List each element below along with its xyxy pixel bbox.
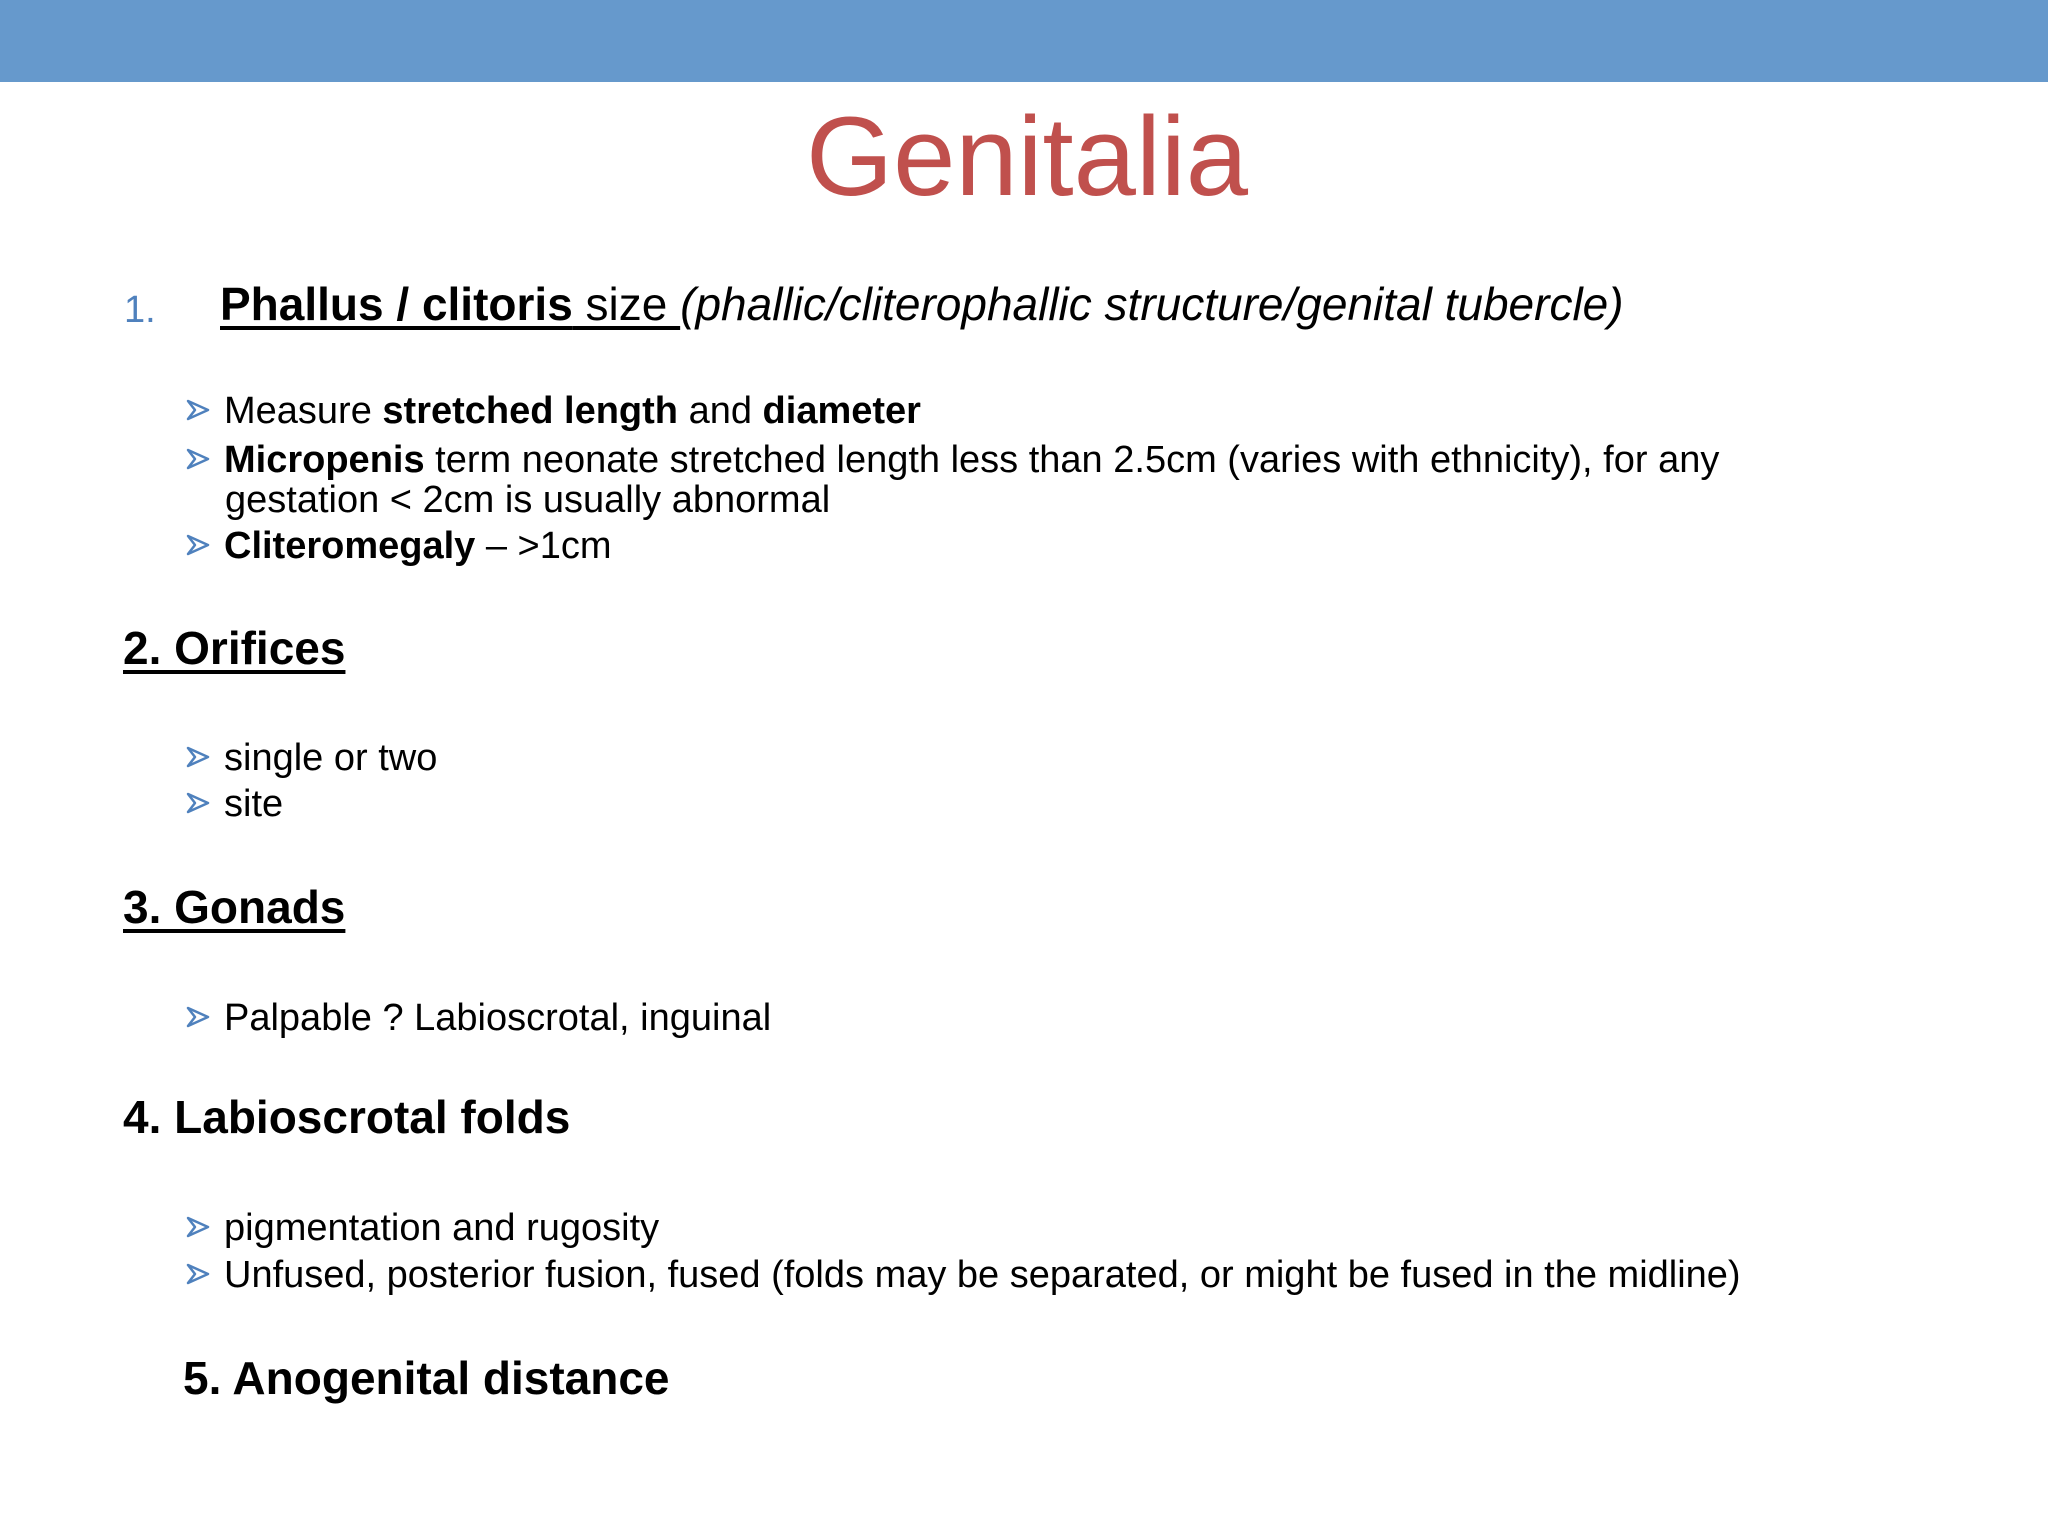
section2-heading: 2. Orifices [123, 622, 346, 674]
section1-heading-italic: (phallic/cliterophallic structure/genital tubercle) [680, 278, 1624, 330]
slide-title [0, 92, 2048, 222]
section1-number: 1. [124, 289, 156, 331]
arrow-bullet-icon [184, 1260, 212, 1288]
arrow-bullet-icon [184, 1213, 212, 1241]
bullet-text: single or two [224, 737, 438, 779]
list-item [184, 782, 283, 826]
arrow-bullet-icon [184, 789, 212, 817]
arrow-bullet-icon [184, 445, 212, 473]
bullet-bold: diameter [762, 390, 921, 432]
bullet-text: – >1cm [475, 525, 612, 567]
arrow-bullet-icon [184, 396, 212, 424]
list-item [184, 996, 771, 1040]
slide-title-text: Genitalia [805, 94, 1249, 219]
section1-heading-bold: Phallus / clitoris [220, 278, 573, 330]
section4-heading: 4. Labioscrotal folds [123, 1091, 571, 1143]
arrow-bullet-icon [184, 1003, 212, 1031]
list-item [184, 1253, 1741, 1297]
section5-heading: 5. Anogenital distance [183, 1352, 670, 1404]
arrow-bullet-icon [184, 743, 212, 771]
list-item [184, 389, 921, 433]
bullet-text: term neonate stretched length less than 2.5cm (varies with ethnicity), for any [424, 439, 1720, 481]
arrow-bullet-icon [184, 531, 212, 559]
list-item [184, 524, 612, 568]
bullet-text: pigmentation and rugosity [224, 1207, 660, 1249]
bullet-bold: Cliteromegaly [224, 525, 476, 567]
bullet-text: Measure [224, 390, 383, 432]
list-item [184, 438, 1719, 482]
bullet-bold: stretched length [382, 390, 679, 432]
section3-heading: 3. Gonads [123, 881, 346, 933]
bullet-text: Palpable ? Labioscrotal, inguinal [224, 997, 772, 1039]
bullet-text: and [678, 390, 763, 432]
bullet-text: site [224, 783, 284, 825]
list-item [184, 736, 437, 780]
bullet-text: Unfused, posterior fusion, fused (folds may be separated, or might be fused in the midline) [224, 1254, 1741, 1296]
list-item [184, 1206, 659, 1250]
bullet-bold: Micropenis [224, 439, 425, 481]
top-band [0, 0, 2048, 82]
section1-heading [220, 276, 1624, 332]
section1-heading-plain: size [572, 278, 681, 330]
bullet-continuation: gestation < 2cm is usually abnormal [225, 479, 831, 521]
